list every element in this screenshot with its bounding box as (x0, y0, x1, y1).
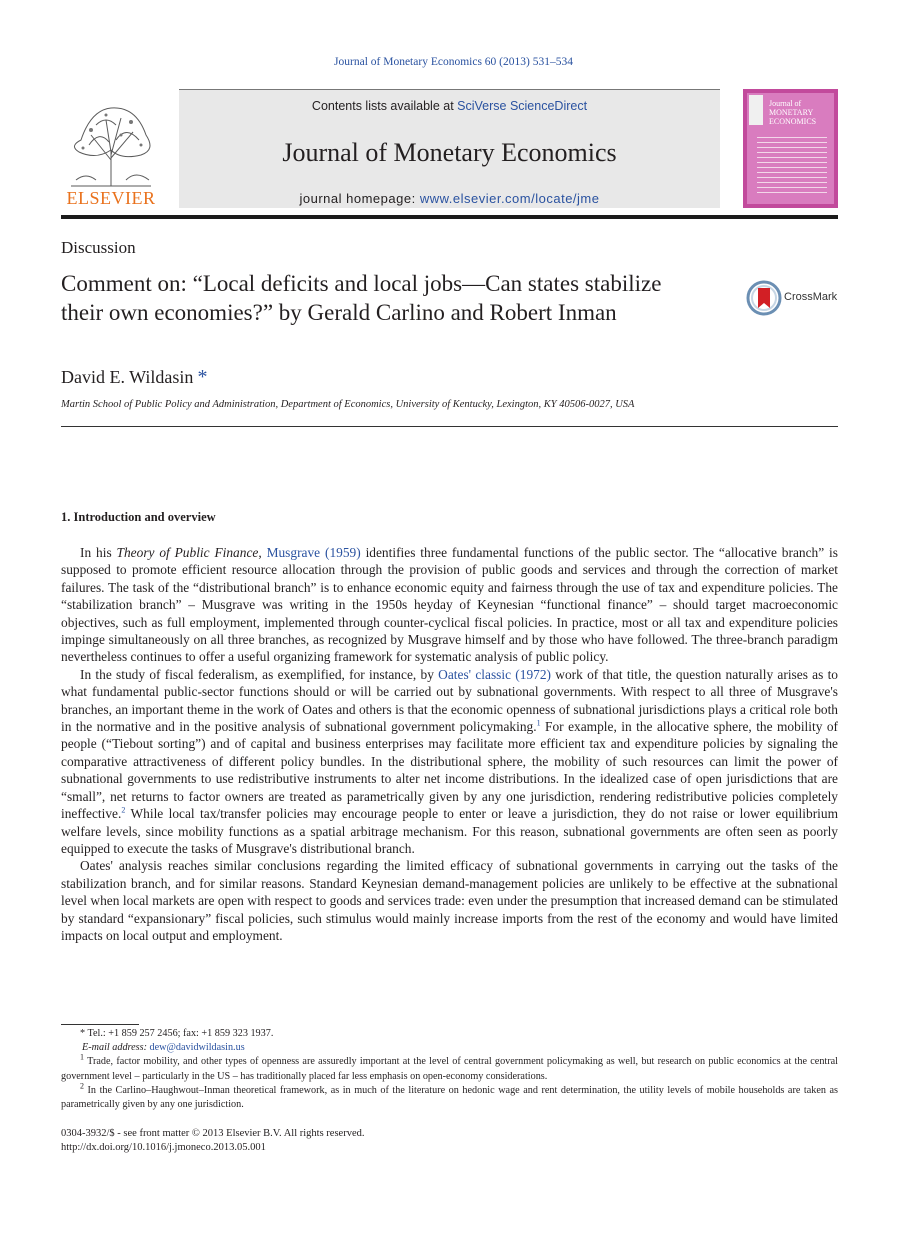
footnotes (61, 1027, 838, 1112)
crossmark-label: CrossMark (784, 291, 838, 303)
article-title: Comment on: “Local deficits and local jobs—Can states stabilize their own economies?” by Gerald Carlino and Robert Inman (61, 271, 662, 325)
ref-musgrave[interactable]: Musgrave (1959) (266, 545, 361, 560)
paragraph-3: Oates' analysis reaches similar conclusions regarding the limited efficacy of subnational governments in carrying out the tasks of the stabilization branch, and for similar reasons. Standard Keynesian demand-management policies are unlikely to be effective at the subnational level when local markets are open with respect to goods and services trade: even under the presumption that increased demand can be stimulated by standard “expansionary” fiscal policies, such stimulus would mainly increase imports from the rest of the economy and would have limited impacts on local output and employment. (61, 858, 838, 943)
sciencedirect-link[interactable]: SciVerse ScienceDirect (457, 99, 588, 113)
crossmark-button[interactable] (746, 280, 842, 316)
doi-link[interactable]: http://dx.doi.org/10.1016/j.jmoneco.2013.05.001 (61, 1142, 266, 1154)
elsevier-logo[interactable] (61, 100, 161, 208)
journal-cover-thumbnail[interactable] (743, 89, 838, 208)
homepage-prefix: journal homepage: (299, 191, 420, 206)
homepage-line (179, 191, 720, 206)
copyright-line: 0304-3932/$ - see front matter © 2013 Elsevier B.V. All rights reserved. (61, 1128, 365, 1139)
footnote-2: $^2$ In the Carlino–Haughwout–Inman theoretical framework, as in much of the literature on hedonic wage and rent determination, the utility levels of mobile households are taken as parametrically given by any one jurisdiction. (61, 1081, 838, 1111)
elsevier-wordmark: ELSEVIER (66, 188, 156, 208)
section-heading: 1. Introduction and overview (61, 510, 216, 524)
author-name: David E. Wildasin (61, 367, 194, 387)
journal-banner (179, 89, 720, 208)
author-affiliation: Martin School of Public Policy and Administration, Department of Economics, University of Kentucky, Lexington, KY 40506-0027, USA (61, 399, 635, 410)
journal-title: Journal of Monetary Economics (282, 138, 617, 167)
ref-oates[interactable]: Oates' classic (1972) (438, 666, 552, 682)
contents-prefix: Contents lists available at (311, 99, 458, 113)
header-rule (61, 215, 838, 219)
footnote-rule (61, 1024, 139, 1025)
cover-title: Journal of MONETARY ECONOMICS (769, 99, 817, 126)
journal-citation[interactable]: Journal of Monetary Economics 60 (2013) 531–534 (334, 56, 573, 68)
footnote-link-2[interactable]: 2 (121, 805, 126, 815)
footnote-contact: * Tel.: +1 859 257 2456; fax: +1 859 323 1937. (80, 1028, 274, 1039)
email-link[interactable]: dew@davidwildasin.us (149, 1042, 245, 1054)
author-line (61, 366, 207, 389)
footnote-1: $^1$ Trade, factor mobility, and other types of openness are assuredly important at the level of central government policymaking as well, but research on public economics at the central government level – particularly in the US – has traditionally placed far less emphasis on open-economy considerations. (61, 1053, 838, 1082)
contents-line (179, 99, 720, 113)
abstract-rule (61, 426, 838, 427)
footnote-link-1[interactable]: 1 (536, 718, 541, 728)
copyright-block (61, 1127, 364, 1155)
book-title: Theory of Public Finance (116, 545, 259, 560)
crossmark-icon (746, 280, 782, 316)
paragraph-1: In his Theory of Public Finance, Musgrave (1959) identifies three fundamental functions of the public sector. The “allocative branch” is supposed to promote efficient resource allocation through the provision of public goods and services and through the correction of market failures. The task of the “distributional branch” is to enhance economic equity and fairness through the use of tax and expenditure policies. The “stabilization branch” – Musgrave was writing in the 1950s heyday of Keynesian “functional finance” – should target macroeconomic objectives, such as full employment, implemented through counter-cyclical fiscal policies. In practice, most or all tax and expenditure policies impinge simultaneously on all three branches, as recognized by Musgrave himself and by those who have followed. The three-branch paradigm nevertheless continues to offer a useful organizing framework for systematic analysis of public policy. (61, 545, 838, 665)
author-footnote-mark[interactable]: * (197, 366, 208, 388)
paragraph-2: In the study of fiscal federalism, as exemplified, for instance, by Oates' classic (1972) work of that title, the question naturally arises as to what fundamental public-sector functions should or will be carried out by subnational governments. With respect to all three of Musgrave's branches, an important theme in the work of Oates and others is that the economic openness of subnational jurisdictions plays a critical role both in the normative and in the positive analysis of subnational government policymaking.$^1$ For example, in the allocative sphere, the mobility of people (“Tiebout sorting”) and of capital and business enterprises may facilitate more efficient tax and expenditure policies by signaling the comparative attractiveness of different policy bundles. In the distributional sphere, the mobility of such resources can limit the power of subnational governments to use redistributive instruments to alter net income distributions. In the idealized case of open jurisdictions that are “small”, net returns to factor owners are treated as parametrically given by any one jurisdiction, rendering redistributive policies completely ineffective.$^2$ While local tax/transfer policies may encourage people to enter or leave a jurisdiction, they do not raise or lower equilibrium welfare levels, since mobility functions as a spatial arbitrage mechanism. For this reason, subnational governments are often seen as poorly equipped to execute the tasks of Musgrave's distributional branch. (61, 666, 839, 856)
section-body (61, 544, 838, 944)
article-type: Discussion (61, 238, 136, 257)
footnote-email: E-mail address: dew@davidwildasin.us (82, 1042, 245, 1054)
homepage-link[interactable]: www.elsevier.com/locate/jme (419, 191, 600, 206)
